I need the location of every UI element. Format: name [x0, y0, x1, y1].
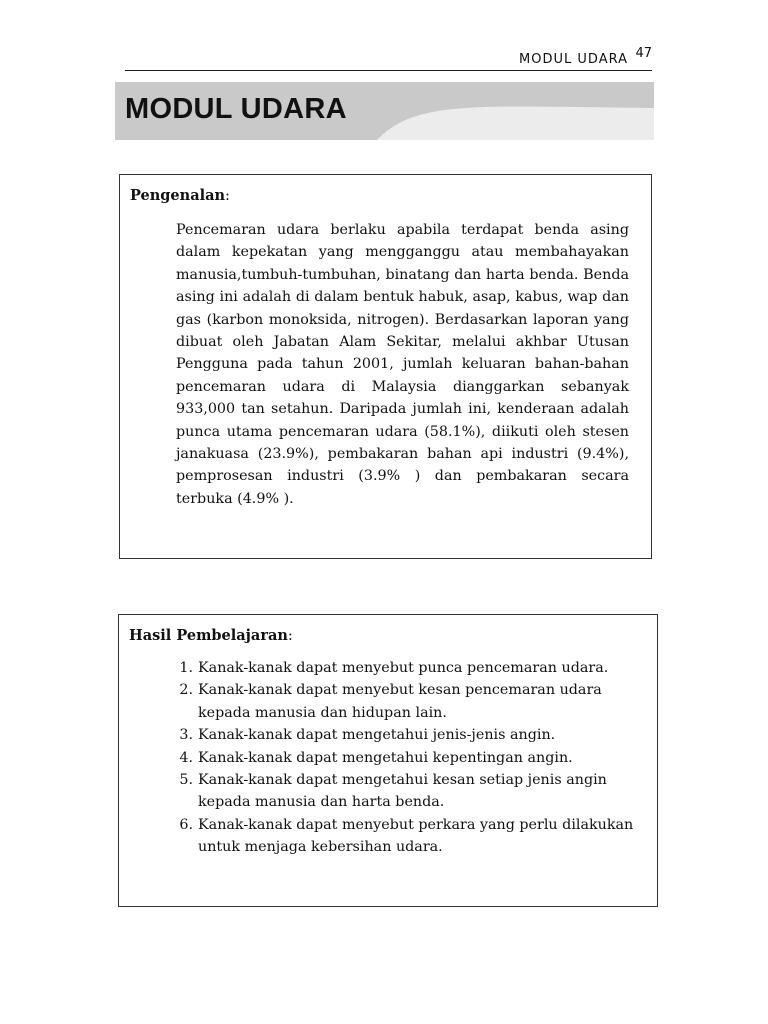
list-item — [171, 679, 649, 724]
list-item-text: Kanak-kanak dapat menyebut perkara yang perlu dilakukan untuk menjaga kebersihan udara. — [198, 816, 634, 856]
title-band — [115, 82, 654, 140]
list-item — [171, 747, 649, 769]
list-item — [171, 724, 649, 746]
list-item-text: Kanak-kanak dapat mengetahui kesan setiap jenis angin kepada manusia dan harta benda. — [198, 772, 607, 811]
outcomes-heading-label: Hasil Pembelajaran — [129, 627, 288, 644]
intro-heading-label: Pengenalan — [130, 187, 226, 204]
outcomes-list — [171, 657, 649, 859]
intro-heading-colon: : — [225, 188, 230, 204]
list-item-text: Kanak-kanak dapat menyebut punca pencemaran udara. — [198, 660, 609, 676]
list-item-number: 2. — [179, 682, 193, 699]
outcomes-heading-colon: : — [287, 628, 293, 644]
list-item-number: 4. — [179, 749, 193, 766]
list-item-number: 5. — [179, 772, 193, 789]
list-item-text: Kanak-kanak dapat mengetahui kepentingan angin. — [198, 749, 573, 766]
list-item-number: 3. — [179, 727, 193, 744]
outcomes-box — [118, 614, 658, 907]
list-item — [171, 814, 649, 859]
list-item-number: 6. — [179, 816, 193, 833]
page-number: 47 — [635, 46, 652, 61]
outcomes-heading — [129, 627, 293, 644]
intro-paragraph: Pencemaran udara berlaku apabila terdapat benda asing dalam kepekatan yang mengganggu atau membahayakan manusia,tumbuh-tumbuhan, binatang dan harta benda. Benda asing ini adalah di dalam bentuk habuk, asap, kabus, wap dan gas (karbon monoksida, nitrogen). Berdasarkan laporan yang dibuat oleh Jabatan Alam Sekitar, melalui akhbar Utusan Pengguna pada tahun 2001, jumlah keluaran bahan-bahan pencemaran udara di Malaysia dianggarkan sebanyak 933,000 tan setahun. Daripada jumlah ini, kenderaan adalah punca utama pencemaran udara (58.1%), diikuti oleh stesen janakuasa (23.9%), pembakaran bahan api industri (9.4%), pemprosesan industri (3.9% ) dan pembakaran secara terbuka (4.9% ). — [176, 222, 629, 507]
intro-heading — [130, 187, 230, 204]
list-item-number: 1. — [179, 660, 193, 676]
intro-box — [119, 174, 652, 559]
list-item-text: Kanak-kanak dapat menyebut kesan pencemaran udara kepada manusia dan hidupan lain. — [198, 682, 602, 721]
list-item — [171, 769, 649, 814]
list-item — [171, 657, 649, 679]
page-title: MODUL UDARA — [125, 93, 347, 125]
running-title: MODUL UDARA — [519, 52, 628, 67]
running-header — [125, 40, 652, 71]
list-item-text: Kanak-kanak dapat mengetahui jenis-jenis angin. — [198, 727, 556, 744]
